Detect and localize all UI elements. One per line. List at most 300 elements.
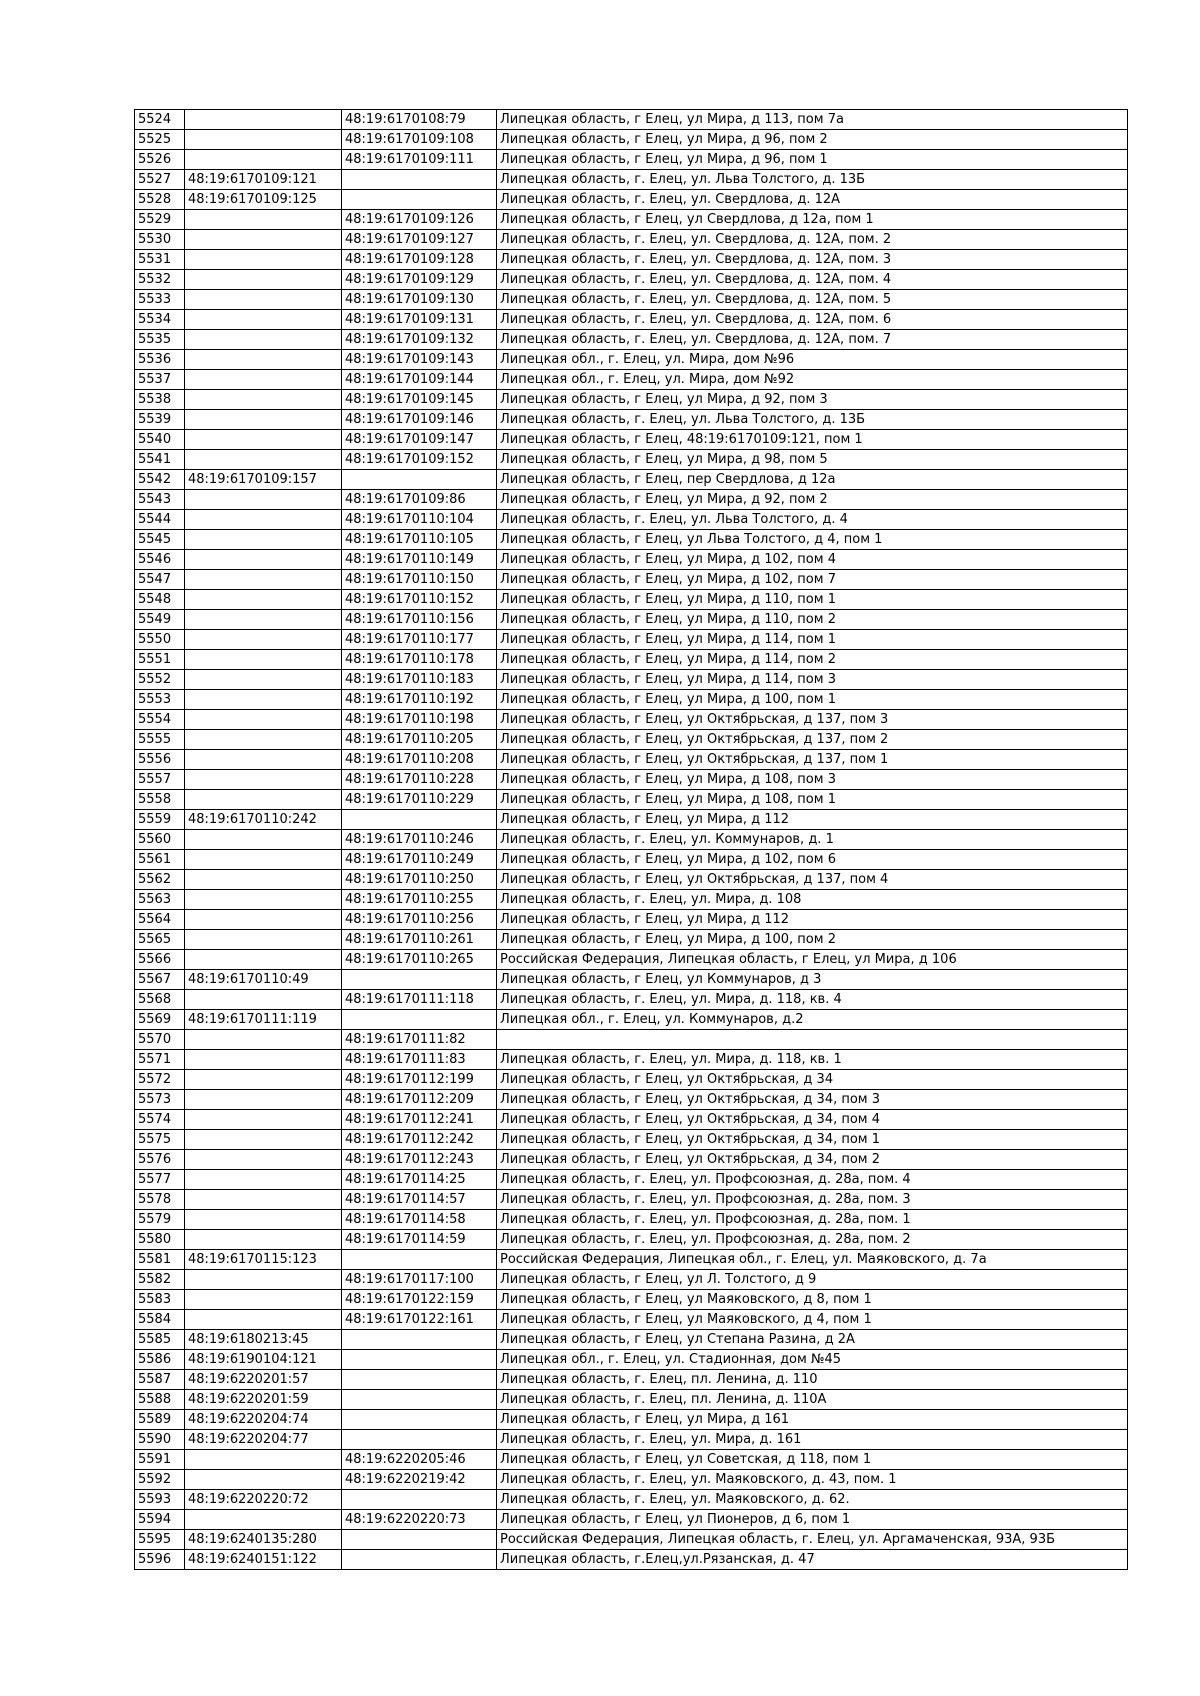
- table-row: [135, 170, 1128, 190]
- premises-cadastral-number-cell: 48:19:6170112:199: [342, 1070, 497, 1090]
- premises-cadastral-number-cell: 48:19:6170110:104: [342, 510, 497, 530]
- building-cadastral-number-cell: [185, 930, 342, 950]
- premises-cadastral-number-cell: [342, 1490, 497, 1510]
- building-cadastral-number-cell: 48:19:6170109:125: [185, 190, 342, 210]
- row-number-cell: 5581: [135, 1250, 185, 1270]
- building-cadastral-number-cell: [185, 150, 342, 170]
- row-number-cell: 5527: [135, 170, 185, 190]
- premises-cadastral-number-cell: 48:19:6170110:105: [342, 530, 497, 550]
- row-number-cell: 5566: [135, 950, 185, 970]
- address-cell: Липецкая область, г Елец, ул Октябрьская, д 34, пом 4: [497, 1110, 1128, 1130]
- row-number-cell: 5572: [135, 1070, 185, 1090]
- address-cell: Липецкая область, г Елец, ул Мира, д 161: [497, 1410, 1128, 1430]
- address-cell: Липецкая область, г Елец, ул Мира, д 108, пом 3: [497, 770, 1128, 790]
- row-number-cell: 5582: [135, 1270, 185, 1290]
- row-number-cell: 5538: [135, 390, 185, 410]
- premises-cadastral-number-cell: 48:19:6170112:242: [342, 1130, 497, 1150]
- address-cell: Липецкая область, г. Елец, пл. Ленина, д. 110А: [497, 1390, 1128, 1410]
- building-cadastral-number-cell: [185, 330, 342, 350]
- building-cadastral-number-cell: 48:19:6170110:242: [185, 810, 342, 830]
- premises-cadastral-number-cell: [342, 470, 497, 490]
- address-cell: Липецкая область, г Елец, ул Свердлова, д 12а, пом 1: [497, 210, 1128, 230]
- row-number-cell: 5556: [135, 750, 185, 770]
- table-row: [135, 210, 1128, 230]
- address-cell: Липецкая область, г. Елец, ул. Мира, д. 118, кв. 4: [497, 990, 1128, 1010]
- table-row: [135, 1250, 1128, 1270]
- address-cell: Липецкая область, г Елец, ул Октябрьская, д 137, пом 4: [497, 870, 1128, 890]
- address-cell: Липецкая область, г. Елец, ул. Свердлова, д. 12А, пом. 3: [497, 250, 1128, 270]
- address-cell: Липецкая область, г Елец, ул Мира, д 113, пом 7а: [497, 110, 1128, 130]
- building-cadastral-number-cell: [185, 1230, 342, 1250]
- row-number-cell: 5588: [135, 1390, 185, 1410]
- row-number-cell: 5529: [135, 210, 185, 230]
- building-cadastral-number-cell: [185, 250, 342, 270]
- building-cadastral-number-cell: [185, 750, 342, 770]
- table-row: [135, 1530, 1128, 1550]
- building-cadastral-number-cell: [185, 630, 342, 650]
- table-row: [135, 570, 1128, 590]
- premises-cadastral-number-cell: 48:19:6170111:118: [342, 990, 497, 1010]
- premises-cadastral-number-cell: [342, 810, 497, 830]
- row-number-cell: 5594: [135, 1510, 185, 1530]
- address-cell: Липецкая область, г Елец, 48:19:6170109:121, пом 1: [497, 430, 1128, 450]
- premises-cadastral-number-cell: 48:19:6170117:100: [342, 1270, 497, 1290]
- address-cell: Липецкая область, г Елец, ул Октябрьская, д 34, пом 1: [497, 1130, 1128, 1150]
- address-cell: [497, 1030, 1128, 1050]
- premises-cadastral-number-cell: 48:19:6170110:150: [342, 570, 497, 590]
- address-cell: Липецкая область, г. Елец, ул. Мира, д. 108: [497, 890, 1128, 910]
- address-cell: Липецкая область, г. Елец, ул. Свердлова, д. 12А, пом. 6: [497, 310, 1128, 330]
- address-cell: Липецкая область, г. Елец, ул. Маяковского, д. 43, пом. 1: [497, 1470, 1128, 1490]
- address-cell: Липецкая обл., г. Елец, ул. Мира, дом №92: [497, 370, 1128, 390]
- address-cell: Липецкая область, г Елец, ул Степана Разина, д 2А: [497, 1330, 1128, 1350]
- row-number-cell: 5537: [135, 370, 185, 390]
- premises-cadastral-number-cell: [342, 1550, 497, 1570]
- building-cadastral-number-cell: [185, 230, 342, 250]
- table-row: [135, 1290, 1128, 1310]
- building-cadastral-number-cell: [185, 790, 342, 810]
- premises-cadastral-number-cell: 48:19:6170114:59: [342, 1230, 497, 1250]
- address-cell: Российская Федерация, Липецкая обл., г. Елец, ул. Маяковского, д. 7а: [497, 1250, 1128, 1270]
- building-cadastral-number-cell: [185, 550, 342, 570]
- premises-cadastral-number-cell: 48:19:6170114:57: [342, 1190, 497, 1210]
- row-number-cell: 5541: [135, 450, 185, 470]
- premises-cadastral-number-cell: 48:19:6170110:183: [342, 670, 497, 690]
- address-cell: Липецкая область, г. Елец, ул. Профсоюзная, д. 28а, пом. 2: [497, 1230, 1128, 1250]
- row-number-cell: 5570: [135, 1030, 185, 1050]
- address-cell: Липецкая область, г Елец, ул Октябрьская, д 137, пом 2: [497, 730, 1128, 750]
- building-cadastral-number-cell: 48:19:6220204:77: [185, 1430, 342, 1450]
- premises-cadastral-number-cell: [342, 1370, 497, 1390]
- table-row: [135, 1030, 1128, 1050]
- address-cell: Липецкая область, г Елец, ул Коммунаров, д 3: [497, 970, 1128, 990]
- address-cell: Липецкая область, г. Елец, пл. Ленина, д. 110: [497, 1370, 1128, 1390]
- row-number-cell: 5539: [135, 410, 185, 430]
- table-row: [135, 1070, 1128, 1090]
- property-register-table: [134, 109, 1128, 1570]
- table-row: [135, 630, 1128, 650]
- table-row: [135, 190, 1128, 210]
- building-cadastral-number-cell: [185, 1130, 342, 1150]
- row-number-cell: 5589: [135, 1410, 185, 1430]
- address-cell: Липецкая область, г Елец, ул Мира, д 92, пом 3: [497, 390, 1128, 410]
- building-cadastral-number-cell: [185, 1210, 342, 1230]
- building-cadastral-number-cell: [185, 1090, 342, 1110]
- row-number-cell: 5560: [135, 830, 185, 850]
- address-cell: Липецкая область, г Елец, ул Мира, д 110, пом 2: [497, 610, 1128, 630]
- premises-cadastral-number-cell: 48:19:6170110:156: [342, 610, 497, 630]
- premises-cadastral-number-cell: 48:19:6170110:265: [342, 950, 497, 970]
- premises-cadastral-number-cell: 48:19:6170112:241: [342, 1110, 497, 1130]
- address-cell: Липецкая область, г. Елец, ул. Свердлова, д. 12А, пом. 2: [497, 230, 1128, 250]
- address-cell: Липецкая обл., г. Елец, ул. Коммунаров, д.2: [497, 1010, 1128, 1030]
- table-row: [135, 1550, 1128, 1570]
- premises-cadastral-number-cell: 48:19:6170109:126: [342, 210, 497, 230]
- building-cadastral-number-cell: 48:19:6170109:121: [185, 170, 342, 190]
- address-cell: Липецкая область, г Елец, ул Льва Толстого, д 4, пом 1: [497, 530, 1128, 550]
- premises-cadastral-number-cell: [342, 1390, 497, 1410]
- address-cell: Липецкая область, г Елец, ул Маяковского, д 8, пом 1: [497, 1290, 1128, 1310]
- row-number-cell: 5571: [135, 1050, 185, 1070]
- row-number-cell: 5550: [135, 630, 185, 650]
- table-row: [135, 1350, 1128, 1370]
- building-cadastral-number-cell: [185, 130, 342, 150]
- table-row: [135, 310, 1128, 330]
- building-cadastral-number-cell: [185, 1190, 342, 1210]
- building-cadastral-number-cell: [185, 690, 342, 710]
- building-cadastral-number-cell: 48:19:6220220:72: [185, 1490, 342, 1510]
- table-row: [135, 990, 1128, 1010]
- address-cell: Липецкая область, г. Елец, ул. Профсоюзная, д. 28а, пом. 3: [497, 1190, 1128, 1210]
- premises-cadastral-number-cell: 48:19:6170109:130: [342, 290, 497, 310]
- premises-cadastral-number-cell: 48:19:6170109:111: [342, 150, 497, 170]
- premises-cadastral-number-cell: 48:19:6220220:73: [342, 1510, 497, 1530]
- building-cadastral-number-cell: [185, 950, 342, 970]
- row-number-cell: 5592: [135, 1470, 185, 1490]
- row-number-cell: 5590: [135, 1430, 185, 1450]
- premises-cadastral-number-cell: 48:19:6170109:144: [342, 370, 497, 390]
- building-cadastral-number-cell: [185, 290, 342, 310]
- building-cadastral-number-cell: 48:19:6220201:59: [185, 1390, 342, 1410]
- building-cadastral-number-cell: [185, 770, 342, 790]
- row-number-cell: 5565: [135, 930, 185, 950]
- address-cell: Липецкая область, г Елец, пер Свердлова, д 12а: [497, 470, 1128, 490]
- row-number-cell: 5591: [135, 1450, 185, 1470]
- premises-cadastral-number-cell: 48:19:6170110:256: [342, 910, 497, 930]
- address-cell: Липецкая область, г Елец, ул Мира, д 100, пом 2: [497, 930, 1128, 950]
- table-row: [135, 730, 1128, 750]
- address-cell: Липецкая область, г Елец, ул Советская, д 118, пом 1: [497, 1450, 1128, 1470]
- table-row: [135, 430, 1128, 450]
- building-cadastral-number-cell: [185, 1270, 342, 1290]
- premises-cadastral-number-cell: 48:19:6220205:46: [342, 1450, 497, 1470]
- row-number-cell: 5552: [135, 670, 185, 690]
- row-number-cell: 5546: [135, 550, 185, 570]
- premises-cadastral-number-cell: 48:19:6170112:209: [342, 1090, 497, 1110]
- building-cadastral-number-cell: [185, 370, 342, 390]
- table-row: [135, 1010, 1128, 1030]
- premises-cadastral-number-cell: 48:19:6170110:198: [342, 710, 497, 730]
- table-row: [135, 1490, 1128, 1510]
- premises-cadastral-number-cell: [342, 1430, 497, 1450]
- table-row: [135, 890, 1128, 910]
- address-cell: Липецкая область, г. Елец, ул. Льва Толстого, д. 4: [497, 510, 1128, 530]
- row-number-cell: 5525: [135, 130, 185, 150]
- building-cadastral-number-cell: [185, 590, 342, 610]
- address-cell: Липецкая область, г Елец, ул Октябрьская, д 34, пом 3: [497, 1090, 1128, 1110]
- premises-cadastral-number-cell: 48:19:6170110:250: [342, 870, 497, 890]
- premises-cadastral-number-cell: 48:19:6170110:249: [342, 850, 497, 870]
- row-number-cell: 5559: [135, 810, 185, 830]
- building-cadastral-number-cell: [185, 610, 342, 630]
- table-row: [135, 130, 1128, 150]
- building-cadastral-number-cell: [185, 910, 342, 930]
- address-cell: Липецкая область, г Елец, ул Мира, д 102, пом 7: [497, 570, 1128, 590]
- address-cell: Липецкая область, г Елец, ул Мира, д 110, пом 1: [497, 590, 1128, 610]
- row-number-cell: 5586: [135, 1350, 185, 1370]
- table-row: [135, 1210, 1128, 1230]
- row-number-cell: 5569: [135, 1010, 185, 1030]
- table-row: [135, 1130, 1128, 1150]
- building-cadastral-number-cell: 48:19:6170115:123: [185, 1250, 342, 1270]
- table-row: [135, 1230, 1128, 1250]
- premises-cadastral-number-cell: 48:19:6170114:25: [342, 1170, 497, 1190]
- row-number-cell: 5528: [135, 190, 185, 210]
- building-cadastral-number-cell: [185, 410, 342, 430]
- address-cell: Липецкая область, г Елец, ул Маяковского, д 4, пом 1: [497, 1310, 1128, 1330]
- building-cadastral-number-cell: [185, 350, 342, 370]
- premises-cadastral-number-cell: [342, 1010, 497, 1030]
- table-row: [135, 850, 1128, 870]
- table-row: [135, 670, 1128, 690]
- address-cell: Липецкая область, г. Елец, ул. Мира, д. 118, кв. 1: [497, 1050, 1128, 1070]
- premises-cadastral-number-cell: 48:19:6170109:143: [342, 350, 497, 370]
- table-row: [135, 1050, 1128, 1070]
- building-cadastral-number-cell: 48:19:6240151:122: [185, 1550, 342, 1570]
- building-cadastral-number-cell: [185, 1030, 342, 1050]
- address-cell: Липецкая область, г Елец, ул Мира, д 108, пом 1: [497, 790, 1128, 810]
- building-cadastral-number-cell: 48:19:6180213:45: [185, 1330, 342, 1350]
- premises-cadastral-number-cell: 48:19:6170109:131: [342, 310, 497, 330]
- row-number-cell: 5555: [135, 730, 185, 750]
- address-cell: Липецкая область, г Елец, ул Мира, д 98, пом 5: [497, 450, 1128, 470]
- table-row: [135, 510, 1128, 530]
- row-number-cell: 5593: [135, 1490, 185, 1510]
- building-cadastral-number-cell: [185, 570, 342, 590]
- building-cadastral-number-cell: 48:19:6220201:57: [185, 1370, 342, 1390]
- row-number-cell: 5524: [135, 110, 185, 130]
- premises-cadastral-number-cell: [342, 1530, 497, 1550]
- address-cell: Липецкая область, г Елец, ул Мира, д 92, пом 2: [497, 490, 1128, 510]
- row-number-cell: 5574: [135, 1110, 185, 1130]
- address-cell: Российская Федерация, Липецкая область, г. Елец, ул. Аргамаченская, 93А, 93Б: [497, 1530, 1128, 1550]
- building-cadastral-number-cell: [185, 490, 342, 510]
- premises-cadastral-number-cell: 48:19:6170109:127: [342, 230, 497, 250]
- row-number-cell: 5549: [135, 610, 185, 630]
- address-cell: Липецкая область, г. Елец, ул. Профсоюзная, д. 28а, пом. 1: [497, 1210, 1128, 1230]
- premises-cadastral-number-cell: 48:19:6170109:145: [342, 390, 497, 410]
- row-number-cell: 5536: [135, 350, 185, 370]
- building-cadastral-number-cell: [185, 1170, 342, 1190]
- table-row: [135, 1090, 1128, 1110]
- table-row: [135, 470, 1128, 490]
- premises-cadastral-number-cell: 48:19:6170110:246: [342, 830, 497, 850]
- address-cell: Липецкая область, г Елец, ул Мира, д 102, пом 4: [497, 550, 1128, 570]
- building-cadastral-number-cell: [185, 1450, 342, 1470]
- table-row: [135, 110, 1128, 130]
- premises-cadastral-number-cell: 48:19:6170110:192: [342, 690, 497, 710]
- row-number-cell: 5561: [135, 850, 185, 870]
- table-row: [135, 690, 1128, 710]
- row-number-cell: 5585: [135, 1330, 185, 1350]
- row-number-cell: 5535: [135, 330, 185, 350]
- address-cell: Липецкая область, г Елец, ул Мира, д 112: [497, 810, 1128, 830]
- address-cell: Липецкая область, г Елец, ул Мира, д 96, пом 1: [497, 150, 1128, 170]
- table-row: [135, 790, 1128, 810]
- address-cell: Липецкая обл., г. Елец, ул. Мира, дом №96: [497, 350, 1128, 370]
- address-cell: Липецкая область, г. Елец, ул. Свердлова, д. 12А: [497, 190, 1128, 210]
- address-cell: Липецкая область, г Елец, ул Октябрьская, д 34, пом 2: [497, 1150, 1128, 1170]
- row-number-cell: 5568: [135, 990, 185, 1010]
- table-row: [135, 930, 1128, 950]
- address-cell: Липецкая область, г Елец, ул Октябрьская, д 34: [497, 1070, 1128, 1090]
- table-row: [135, 910, 1128, 930]
- premises-cadastral-number-cell: 48:19:6170110:178: [342, 650, 497, 670]
- premises-cadastral-number-cell: 48:19:6170110:177: [342, 630, 497, 650]
- table-row: [135, 1390, 1128, 1410]
- address-cell: Липецкая область, г Елец, ул Октябрьская, д 137, пом 3: [497, 710, 1128, 730]
- premises-cadastral-number-cell: [342, 1250, 497, 1270]
- table-row: [135, 750, 1128, 770]
- address-cell: Липецкая область, г. Елец, ул. Свердлова, д. 12А, пом. 5: [497, 290, 1128, 310]
- table-row: [135, 370, 1128, 390]
- premises-cadastral-number-cell: 48:19:6170109:147: [342, 430, 497, 450]
- table-row: [135, 1470, 1128, 1490]
- premises-cadastral-number-cell: [342, 970, 497, 990]
- building-cadastral-number-cell: [185, 390, 342, 410]
- table-row: [135, 550, 1128, 570]
- address-cell: Липецкая область, г Елец, ул Мира, д 112: [497, 910, 1128, 930]
- premises-cadastral-number-cell: 48:19:6170122:161: [342, 1310, 497, 1330]
- table-row: [135, 710, 1128, 730]
- row-number-cell: 5534: [135, 310, 185, 330]
- building-cadastral-number-cell: [185, 1150, 342, 1170]
- premises-cadastral-number-cell: 48:19:6170114:58: [342, 1210, 497, 1230]
- premises-cadastral-number-cell: [342, 1410, 497, 1430]
- building-cadastral-number-cell: [185, 1510, 342, 1530]
- row-number-cell: 5544: [135, 510, 185, 530]
- building-cadastral-number-cell: [185, 1110, 342, 1130]
- row-number-cell: 5595: [135, 1530, 185, 1550]
- premises-cadastral-number-cell: 48:19:6170110:205: [342, 730, 497, 750]
- building-cadastral-number-cell: [185, 730, 342, 750]
- row-number-cell: 5554: [135, 710, 185, 730]
- address-cell: Липецкая область, г. Елец, ул. Коммунаров, д. 1: [497, 830, 1128, 850]
- address-cell: Липецкая область, г Елец, ул Мира, д 102, пом 6: [497, 850, 1128, 870]
- table-row: [135, 490, 1128, 510]
- table-row: [135, 1150, 1128, 1170]
- premises-cadastral-number-cell: 48:19:6170110:208: [342, 750, 497, 770]
- row-number-cell: 5584: [135, 1310, 185, 1330]
- building-cadastral-number-cell: [185, 710, 342, 730]
- address-cell: Липецкая область, г Елец, ул Мира, д 114, пом 3: [497, 670, 1128, 690]
- premises-cadastral-number-cell: 48:19:6170110:152: [342, 590, 497, 610]
- row-number-cell: 5548: [135, 590, 185, 610]
- building-cadastral-number-cell: [185, 1470, 342, 1490]
- table-row: [135, 830, 1128, 850]
- row-number-cell: 5577: [135, 1170, 185, 1190]
- row-number-cell: 5576: [135, 1150, 185, 1170]
- address-cell: Липецкая область, г. Елец, ул. Маяковского, д. 62.: [497, 1490, 1128, 1510]
- building-cadastral-number-cell: [185, 310, 342, 330]
- row-number-cell: 5583: [135, 1290, 185, 1310]
- address-cell: Липецкая область, г Елец, ул Мира, д 100, пом 1: [497, 690, 1128, 710]
- building-cadastral-number-cell: 48:19:6240135:280: [185, 1530, 342, 1550]
- building-cadastral-number-cell: [185, 270, 342, 290]
- table-row: [135, 390, 1128, 410]
- address-cell: Липецкая область, г. Елец, ул. Льва Толстого, д. 13Б: [497, 410, 1128, 430]
- building-cadastral-number-cell: [185, 870, 342, 890]
- address-cell: Липецкая область, г Елец, ул Октябрьская, д 137, пом 1: [497, 750, 1128, 770]
- table-row: [135, 610, 1128, 630]
- premises-cadastral-number-cell: 48:19:6170122:159: [342, 1290, 497, 1310]
- table-row: [135, 530, 1128, 550]
- premises-cadastral-number-cell: 48:19:6170112:243: [342, 1150, 497, 1170]
- building-cadastral-number-cell: [185, 670, 342, 690]
- building-cadastral-number-cell: [185, 890, 342, 910]
- row-number-cell: 5530: [135, 230, 185, 250]
- table-row: [135, 450, 1128, 470]
- row-number-cell: 5542: [135, 470, 185, 490]
- row-number-cell: 5532: [135, 270, 185, 290]
- premises-cadastral-number-cell: 48:19:6220219:42: [342, 1470, 497, 1490]
- table-row: [135, 950, 1128, 970]
- premises-cadastral-number-cell: [342, 170, 497, 190]
- table-row: [135, 290, 1128, 310]
- address-cell: Липецкая область, г. Елец, ул. Свердлова, д. 12А, пом. 4: [497, 270, 1128, 290]
- row-number-cell: 5596: [135, 1550, 185, 1570]
- row-number-cell: 5526: [135, 150, 185, 170]
- building-cadastral-number-cell: [185, 1050, 342, 1070]
- address-cell: Липецкая область, г. Елец, ул. Льва Толстого, д. 13Б: [497, 170, 1128, 190]
- address-cell: Липецкая область, г Елец, ул Мира, д 114, пом 1: [497, 630, 1128, 650]
- row-number-cell: 5578: [135, 1190, 185, 1210]
- table-row: [135, 350, 1128, 370]
- premises-cadastral-number-cell: 48:19:6170109:132: [342, 330, 497, 350]
- table-row: [135, 150, 1128, 170]
- building-cadastral-number-cell: [185, 450, 342, 470]
- row-number-cell: 5580: [135, 1230, 185, 1250]
- address-cell: Российская Федерация, Липецкая область, г Елец, ул Мира, д 106: [497, 950, 1128, 970]
- row-number-cell: 5564: [135, 910, 185, 930]
- premises-cadastral-number-cell: 48:19:6170109:146: [342, 410, 497, 430]
- row-number-cell: 5551: [135, 650, 185, 670]
- table-row: [135, 1190, 1128, 1210]
- table-row: [135, 250, 1128, 270]
- row-number-cell: 5531: [135, 250, 185, 270]
- table-row: [135, 1410, 1128, 1430]
- table-row: [135, 590, 1128, 610]
- premises-cadastral-number-cell: [342, 190, 497, 210]
- premises-cadastral-number-cell: [342, 1350, 497, 1370]
- premises-cadastral-number-cell: 48:19:6170109:86: [342, 490, 497, 510]
- table-body: [135, 110, 1128, 1570]
- row-number-cell: 5573: [135, 1090, 185, 1110]
- row-number-cell: 5553: [135, 690, 185, 710]
- building-cadastral-number-cell: [185, 850, 342, 870]
- building-cadastral-number-cell: [185, 210, 342, 230]
- premises-cadastral-number-cell: 48:19:6170109:129: [342, 270, 497, 290]
